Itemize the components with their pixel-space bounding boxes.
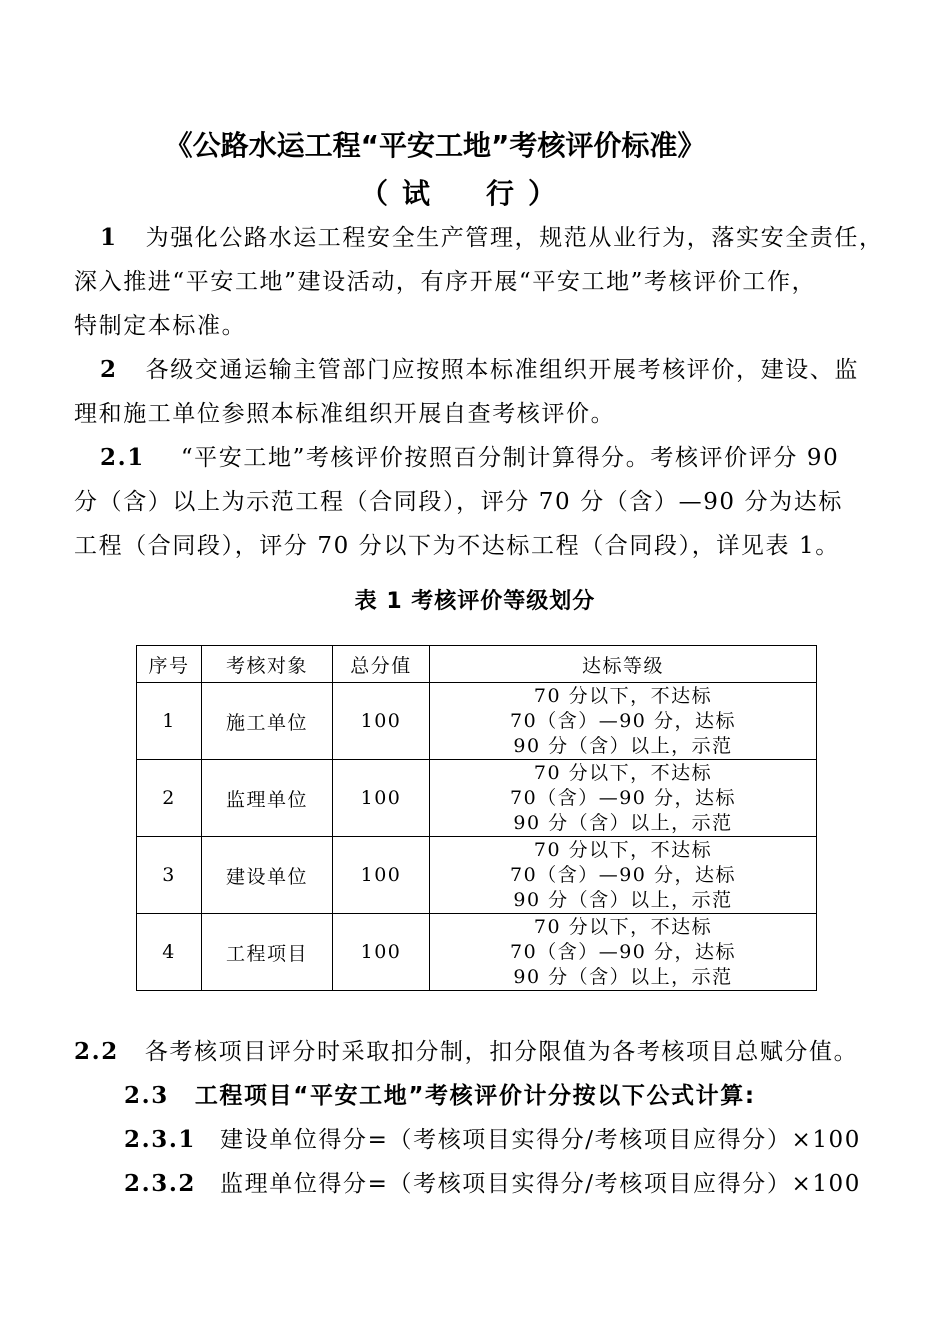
level-line: 70（含）—90 分，达标 [510, 940, 736, 963]
table-cell-no: 2 [137, 760, 202, 837]
table-cell-no: 1 [137, 683, 202, 760]
para-1-line-1 [74, 216, 884, 260]
para-1-text-2: 深入推进“平安工地”建设活动，有序开展“平安工地”考核评价工作， [74, 269, 817, 295]
table-row [137, 760, 817, 837]
para-1-text-1: 为强化公路水运工程安全生产管理，规范从业行为，落实安全责任， [145, 225, 884, 251]
level-line: 70 分以下，不达标 [533, 761, 713, 784]
para-2-3-2-text: 监理单位得分=（考核项目实得分/考核项目应得分）×100 [220, 1171, 862, 1197]
para-1-text-3: 特制定本标准。 [74, 313, 247, 339]
level-line: 70（含）—90 分，达标 [510, 709, 736, 732]
table-header-cell: 总分值 [333, 646, 430, 683]
table-header-cell: 序号 [137, 646, 202, 683]
para-2-1-text-1: “平安工地”考核评价按照百分制计算得分。考核评价评分 90 [180, 445, 840, 471]
table-cell-score: 100 [333, 760, 430, 837]
para-2-line-1 [74, 348, 859, 392]
para-2-text-1: 各级交通运输主管部门应按照本标准组织开展考核评价，建设、监 [145, 357, 860, 383]
para-2-1-line-1 [74, 436, 839, 480]
para-2-text-2: 理和施工单位参照本标准组织开展自查考核评价。 [74, 401, 616, 427]
para-2-2-text: 各考核项目评分时采取扣分制，扣分限值为各考核项目总赋分值。 [144, 1039, 859, 1065]
para-2-3-2 [124, 1162, 861, 1206]
para-2-3-1-text: 建设单位得分=（考核项目实得分/考核项目应得分）×100 [220, 1127, 862, 1153]
para-2-3-1 [124, 1118, 861, 1162]
level-line: 70 分以下，不达标 [533, 684, 713, 707]
table-header-cell: 达标等级 [430, 646, 817, 683]
para-2-1-number: 2.1 [100, 444, 145, 471]
para-2-3-text: 工程项目“平安工地”考核评价计分按以下公式计算: [194, 1083, 756, 1109]
table-cell-score: 100 [333, 914, 430, 991]
level-line: 90 分（含）以上，示范 [513, 811, 733, 834]
para-2-3-2-number: 2.3.2 [124, 1170, 197, 1197]
table-cell-score: 100 [333, 837, 430, 914]
table-cell-levels [430, 914, 817, 991]
para-2-3-number: 2.3 [124, 1082, 169, 1109]
table-caption: 表 1 考核评价等级划分 [354, 589, 596, 614]
level-line: 70（含）—90 分，达标 [510, 863, 736, 886]
table-cell-no: 3 [137, 837, 202, 914]
para-2-1-text-2: 分（含）以上为示范工程（合同段），评分 70 分（含）—90 分为达标 [74, 489, 843, 515]
level-line: 90 分（含）以上，示范 [513, 888, 733, 911]
table-cell-levels [430, 683, 817, 760]
table-cell-target: 工程项目 [202, 914, 333, 991]
table-row [137, 683, 817, 760]
table-row [137, 837, 817, 914]
level-line: 70 分以下，不达标 [533, 915, 713, 938]
para-2-2 [74, 1030, 858, 1074]
table-row [137, 914, 817, 991]
table-cell-levels [430, 760, 817, 837]
table-header-row [137, 646, 817, 683]
para-2-3 [124, 1074, 756, 1118]
table-cell-no: 4 [137, 914, 202, 991]
para-1-number: 1 [100, 224, 118, 251]
document-title: 《公路水运工程“平安工地”考核评价标准》 [164, 129, 706, 162]
table-header-cell: 考核对象 [202, 646, 333, 683]
level-line: 70（含）—90 分，达标 [510, 786, 736, 809]
table-cell-target: 施工单位 [202, 683, 333, 760]
table-cell-target: 监理单位 [202, 760, 333, 837]
table-cell-score: 100 [333, 683, 430, 760]
para-2-3-1-number: 2.3.1 [124, 1126, 197, 1153]
document-subtitle: （试 行） [359, 177, 570, 210]
para-2-1-text-3: 工程（合同段），评分 70 分以下为不达标工程（合同段），详见表 1。 [74, 533, 840, 559]
grade-table [136, 645, 817, 991]
level-line: 90 分（含）以上，示范 [513, 734, 733, 757]
table-cell-target: 建设单位 [202, 837, 333, 914]
level-line: 70 分以下，不达标 [533, 838, 713, 861]
table-cell-levels [430, 837, 817, 914]
level-line: 90 分（含）以上，示范 [513, 965, 733, 988]
para-2-number: 2 [100, 356, 118, 383]
para-2-2-number: 2.2 [74, 1038, 119, 1065]
